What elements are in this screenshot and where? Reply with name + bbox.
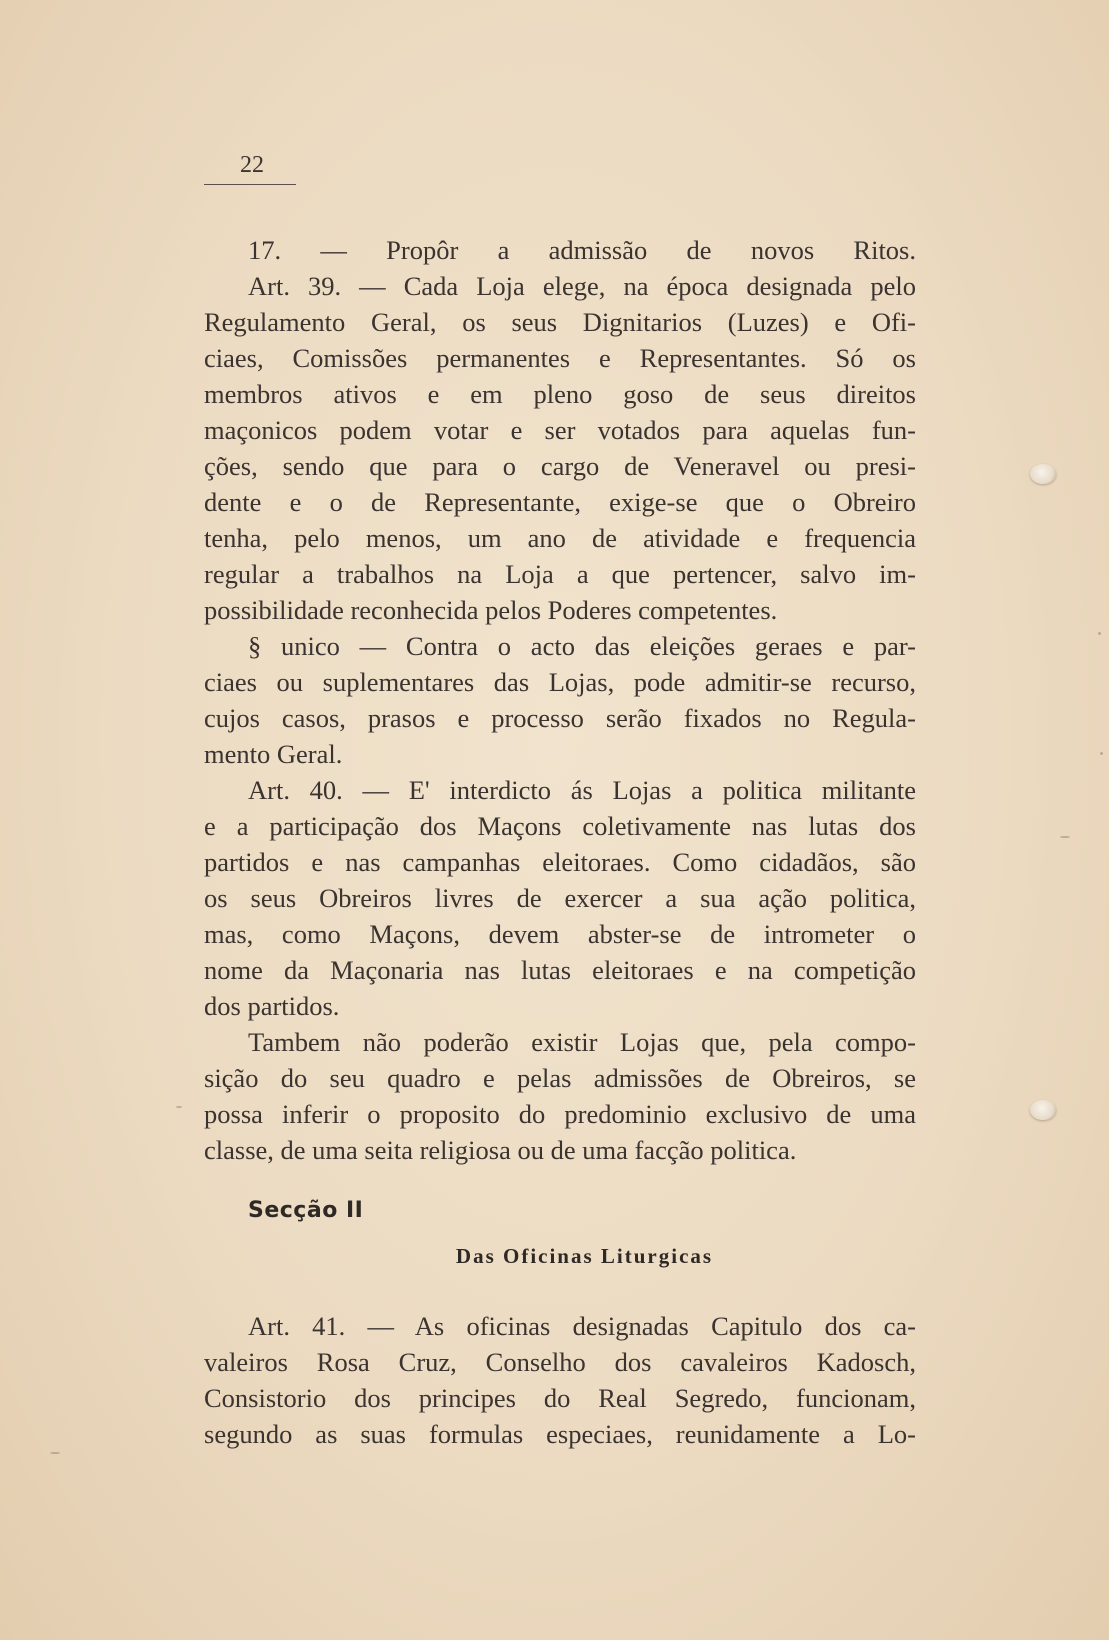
text-line: maçonicos podem votar e ser votados para aquelas fun- xyxy=(204,415,916,445)
text-line: regular a trabalhos na Loja a que pertencer, salvo im- xyxy=(204,559,916,589)
text-line: ciaes ou suplementares das Lojas, pode admitir-se recurso, xyxy=(204,667,916,697)
text-line: mento Geral. xyxy=(204,739,343,769)
text-line: segundo as suas formulas especiaes, reunidamente a Lo- xyxy=(204,1419,916,1449)
text-line: cujos casos, prasos e processo serão fixados no Regula- xyxy=(204,703,916,733)
paper-speck xyxy=(50,1452,60,1454)
paper-speck xyxy=(1060,836,1070,838)
text-line: possa inferir o proposito do predominio exclusivo de uma xyxy=(204,1099,916,1129)
text-line: Consistorio dos principes do Real Segredo, funcionam, xyxy=(204,1383,916,1413)
page-number: 22 xyxy=(240,152,264,178)
page-number-rule xyxy=(204,184,296,185)
section-heading: Secção II xyxy=(248,1198,364,1223)
text-line-art-40: Art. 40. — E' interdicto ás Lojas a politica militante xyxy=(248,775,916,805)
text-line-paragraph-unico: § unico — Contra o acto das eleições geraes e par- xyxy=(248,631,916,661)
text-line: classe, de uma seita religiosa ou de uma facção politica. xyxy=(204,1135,797,1165)
text-line: tenha, pelo menos, um ano de atividade e frequencia xyxy=(204,523,916,553)
body-text-block-2 xyxy=(204,1308,916,1452)
paper-speck xyxy=(1100,752,1103,755)
text-line: e a participação dos Maçons coletivamente nas lutas dos xyxy=(204,811,916,841)
binding-hole xyxy=(1030,1100,1056,1120)
text-line: sição do seu quadro e pelas admissões de Obreiros, se xyxy=(204,1063,916,1093)
text-line: partidos e nas campanhas eleitoraes. Como cidadãos, são xyxy=(204,847,916,877)
body-text-block-1 xyxy=(204,232,916,1168)
text-line-art-39: Art. 39. — Cada Loja elege, na época designada pelo xyxy=(248,271,916,301)
text-line: os seus Obreiros livres de exercer a sua ação politica, xyxy=(204,883,916,913)
text-line: ciaes, Comissões permanentes e Representantes. Só os xyxy=(204,343,916,373)
text-line: ções, sendo que para o cargo de Veneravel ou presi- xyxy=(204,451,916,481)
text-line: mas, como Maçons, devem abster-se de intrometer o xyxy=(204,919,916,949)
text-line: nome da Maçonaria nas lutas eleitoraes e na competição xyxy=(204,955,916,985)
text-line-item-17: 17. — Propôr a admissão de novos Ritos. xyxy=(248,235,916,265)
text-line: possibilidade reconhecida pelos Poderes competentes. xyxy=(204,595,778,625)
text-line: valeiros Rosa Cruz, Conselho dos cavaleiros Kadosch, xyxy=(204,1347,916,1377)
text-line-paragraph-tambem: Tambem não poderão existir Lojas que, pela compo- xyxy=(248,1027,916,1057)
binding-hole xyxy=(1030,464,1056,484)
text-line: Regulamento Geral, os seus Dignitarios (Luzes) e Ofi- xyxy=(204,307,916,337)
text-line-art-41: Art. 41. — As oficinas designadas Capitulo dos ca- xyxy=(248,1311,916,1341)
text-line: dos partidos. xyxy=(204,991,340,1021)
paper-speck xyxy=(176,1106,182,1108)
text-line: dente e o de Representante, exige-se que o Obreiro xyxy=(204,487,916,517)
text-line: membros ativos e em pleno goso de seus direitos xyxy=(204,379,916,409)
section-subheading: Das Oficinas Liturgicas xyxy=(455,1244,714,1268)
paper-speck xyxy=(1098,632,1101,635)
